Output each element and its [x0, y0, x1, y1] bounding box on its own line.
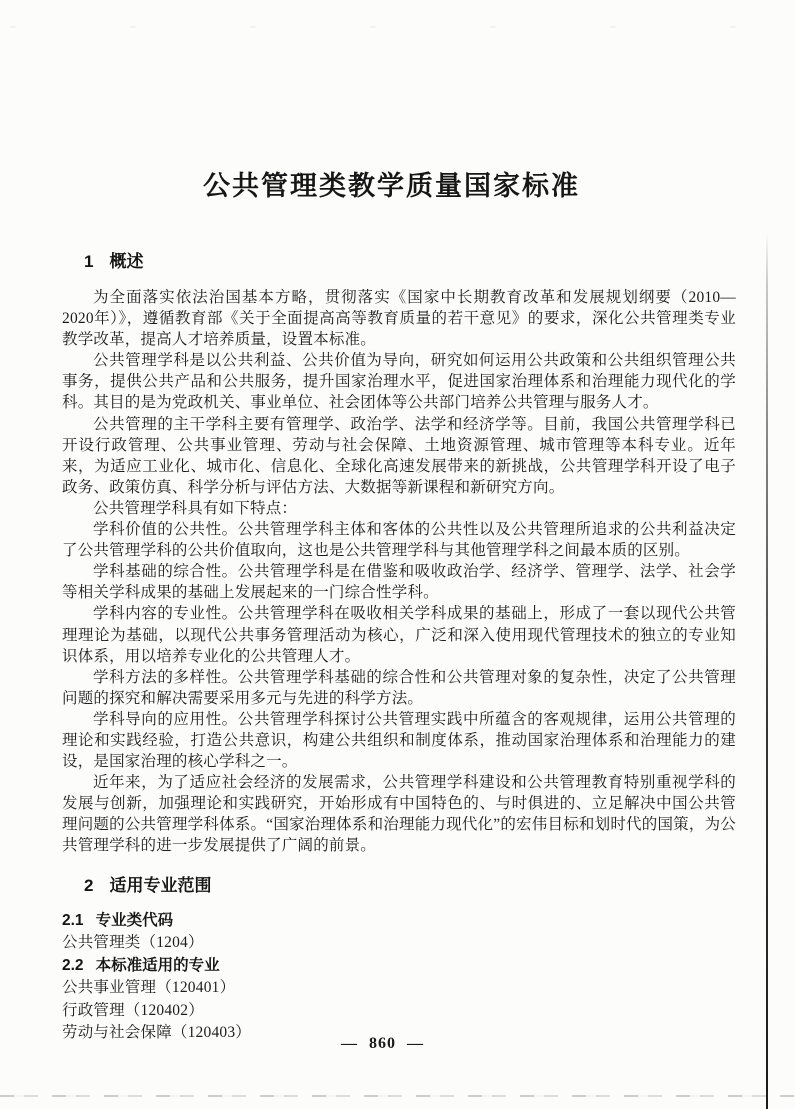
- major-item: 公共事业管理（120401）: [62, 979, 236, 997]
- subsection-2-1-heading: [62, 909, 736, 932]
- paragraph-feature-publicness: 学科价值的公共性。公共管理学科主体和客体的公共性以及公共管理所追求的公共利益决定了公共管理学科的公共价值取向，这也是公共管理学科与其他管理学科之间最本质的区别。: [62, 521, 736, 560]
- paragraph-feature-applied: 学科导向的应用性。公共管理学科探讨公共管理实践中所蕴含的客观规律，运用公共管理的理论和实践经验，打造公共意识，构建公共组织和制度体系，推动国家治理体系和治理能力的建设，是国家治理的核心学科之一。: [62, 710, 736, 771]
- major-item: 行政管理（120402）: [62, 1001, 204, 1019]
- subsection-2-2-number: 2.2: [62, 957, 84, 975]
- section-1-heading: [84, 250, 736, 274]
- subsection-2-1-title: 专业类代码: [95, 911, 174, 929]
- scan-edge-artifact: [766, 232, 768, 1109]
- paragraph-feature-professional: 学科内容的专业性。公共管理学科在吸收相关学科成果的基础上，形成了一套以现代公共管理理论为基础，以现代公共事务管理活动为核心，广泛和深入使用现代管理技术的独立的专业知识体系，用以培养专业化的公共管理人才。: [62, 605, 736, 665]
- paragraph-intro: 为全面落实依法治国基本方略，贯彻落实《国家中长期教育改革和发展规划纲要（2010—2020年）》，遵循教育部《关于全面提高高等教育质量的若干意见》的要求，深化公共管理类专业教学改革，提高人才培养质量，设置本标准。: [62, 289, 736, 349]
- section-1-number: 1: [84, 252, 94, 271]
- paragraph-outlook: 近年来，为了适应社会经济的发展需求，公共管理学科建设和公共管理教育特别重视学科的发展与创新，加强理论和实践研究，开始形成有中国特色的、与时俱进的、立足解决中国公共管理问题的公共管理学科体系。“国家治理体系和治理能力现代化”的宏伟目标和划时代的国策，为公共管理学科的进一步发展提供了广阔的前景。: [62, 774, 736, 855]
- major-category-item: 公共管理类（1204）: [62, 933, 204, 951]
- section-1-title: 概述: [109, 252, 144, 271]
- major-item: 劳动与社会保障（120403）: [62, 1024, 252, 1042]
- paragraph-feature-methods: 学科方法的多样性。公共管理学科基础的综合性和公共管理对象的复杂性，决定了公共管理问题的探究和解决需要采用多元与先进的科学方法。: [62, 668, 736, 707]
- subsection-2-1-number: 2.1: [62, 911, 84, 929]
- scan-bottom-artifact: [0, 1095, 795, 1097]
- section-2-number: 2: [84, 875, 94, 895]
- section-2-title: 适用专业范围: [109, 875, 212, 895]
- page-number: — 860 —: [341, 1035, 424, 1052]
- subsection-2-2-title: 本标准适用的专业: [95, 957, 220, 975]
- section-2-heading: [84, 874, 736, 898]
- paragraph-feature-comprehensive: 学科基础的综合性。公共管理学科是在借鉴和吸收政治学、经济学、管理学、法学、社会学等相关学科成果的基础上发展起来的一门综合性学科。: [62, 563, 736, 602]
- paragraph-definition: 公共管理学科是以公共利益、公共价值为导向，研究如何运用公共政策和公共组织管理公共事务，提供公共产品和公共服务，提升国家治理水平，促进国家治理体系和治理能力现代化的学科。其目的是为党政机关、事业单位、社会团体等公共部门培养公共管理与服务人才。: [62, 352, 736, 412]
- subsection-2-2-heading: [62, 954, 736, 977]
- paragraph-disciplines: 公共管理的主干学科主要有管理学、政治学、法学和经济学等。目前，我国公共管理学科已开设行政管理、公共事业管理、劳动与社会保障、土地资源管理、城市管理等本科专业。近年来，为适应工业化、城市化、信息化、全球化高速发展带来的新挑战，公共管理学科开设了电子政务、政策仿真、科学分析与评估方法、大数据等新课程和新研究方向。: [62, 415, 736, 496]
- scan-noise-artifact: [10, 26, 770, 28]
- paragraph-features-lead: 公共管理学科具有如下特点：: [93, 499, 298, 517]
- document-body: [62, 250, 736, 1045]
- document-title: 公共管理类教学质量国家标准: [203, 171, 580, 201]
